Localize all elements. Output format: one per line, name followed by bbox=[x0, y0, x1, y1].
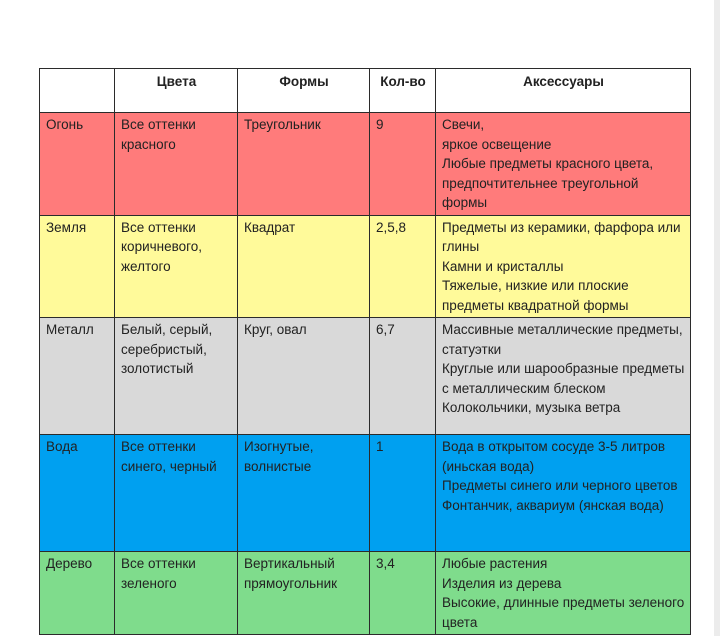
element-name-cell: Вода bbox=[40, 435, 115, 552]
table-row-metal bbox=[40, 318, 691, 435]
header-element bbox=[40, 69, 115, 113]
accessories-cell bbox=[436, 113, 691, 216]
colors-cell: Белый, серый, серебристый, золотистый bbox=[115, 318, 238, 435]
element-name-cell: Металл bbox=[40, 318, 115, 435]
accessories-cell bbox=[436, 552, 691, 635]
table-row-earth bbox=[40, 215, 691, 318]
colors-cell: Все оттенки коричневого, желтого bbox=[115, 215, 238, 318]
count-cell: 3,4 bbox=[370, 552, 436, 635]
accessory-item: Круглые или шарообразные предметы с металлическим блеском bbox=[442, 361, 685, 396]
accessory-item: Фонтанчик, аквариум (янская вода) bbox=[442, 497, 664, 513]
shapes-cell: Круг, овал bbox=[238, 318, 370, 435]
accessory-item: Изделия из дерева bbox=[442, 575, 562, 591]
accessory-item: Колокольчики, музыка ветра bbox=[442, 400, 621, 415]
accessory-item: Любые предметы красного цвета, предпочтительнее треугольной формы bbox=[442, 156, 654, 210]
colors-cell: Все оттенки красного bbox=[115, 113, 238, 216]
shapes-cell: Изогнутые, волнистые bbox=[238, 435, 370, 552]
element-name-cell: Дерево bbox=[40, 552, 115, 635]
table-header-row bbox=[40, 69, 691, 113]
accessories-cell bbox=[436, 435, 691, 552]
count-cell: 9 bbox=[370, 113, 436, 216]
accessory-item: Высокие, длинные предметы зеленого цвета bbox=[442, 595, 685, 630]
five-elements-table bbox=[39, 68, 691, 635]
table-row-wood bbox=[40, 552, 691, 635]
header-colors: Цвета bbox=[115, 69, 238, 113]
accessory-item: Массивные металлические предметы, статуэтки bbox=[442, 322, 683, 357]
element-name-cell: Земля bbox=[40, 215, 115, 318]
shapes-cell: Вертикальный прямоугольник bbox=[238, 552, 370, 635]
window-edge bbox=[714, 0, 720, 636]
table-row-water bbox=[40, 435, 691, 552]
shapes-cell: Треугольник bbox=[238, 113, 370, 216]
shapes-cell: Квадрат bbox=[238, 215, 370, 318]
header-count: Кол-во bbox=[370, 69, 436, 113]
count-cell: 2,5,8 bbox=[370, 215, 436, 318]
accessories-cell bbox=[436, 318, 691, 435]
accessory-item: Свечи, bbox=[442, 117, 485, 132]
accessories-cell bbox=[436, 215, 691, 318]
accessory-item: яркое освещение bbox=[442, 136, 552, 152]
element-name-cell: Огонь bbox=[40, 113, 115, 216]
accessory-item: Любые растения bbox=[442, 556, 548, 571]
header-accessories: Аксессуары bbox=[436, 69, 691, 113]
accessory-item: Камни и кристаллы bbox=[442, 258, 564, 274]
count-cell: 1 bbox=[370, 435, 436, 552]
count-cell: 6,7 bbox=[370, 318, 436, 435]
accessory-item: Предметы из керамики, фарфора или глины bbox=[442, 219, 681, 254]
accessory-item: Тяжелые, низкие или плоские предметы квадратной формы bbox=[442, 278, 629, 313]
table-row-fire bbox=[40, 113, 691, 216]
accessory-item: Вода в открытом сосуде 3-5 литров (иньская вода) bbox=[442, 439, 666, 474]
accessory-item: Предметы синего или черного цветов bbox=[442, 478, 678, 493]
colors-cell: Все оттенки синего, черный bbox=[115, 435, 238, 552]
header-shapes: Формы bbox=[238, 69, 370, 113]
colors-cell: Все оттенки зеленого bbox=[115, 552, 238, 635]
